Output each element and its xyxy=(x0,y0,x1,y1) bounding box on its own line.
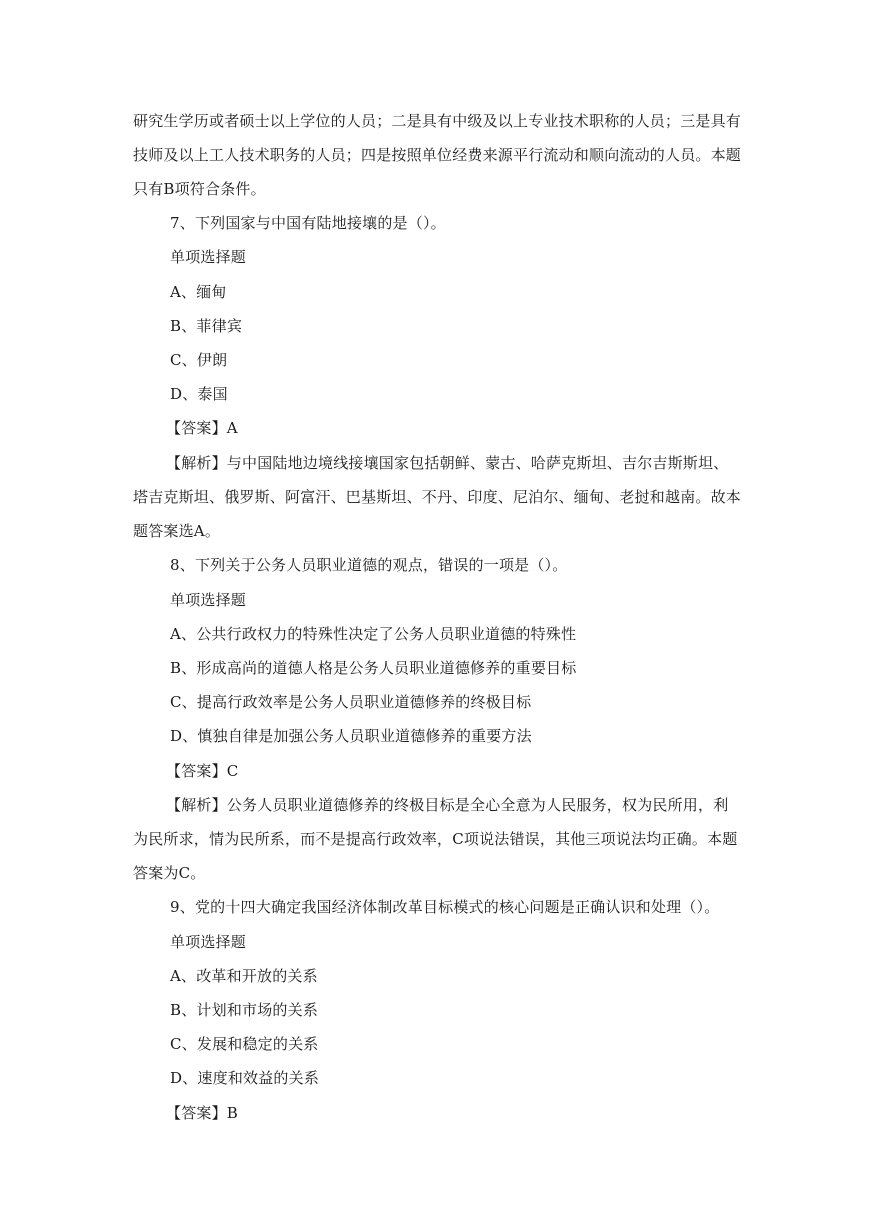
question-stem: 7、下列国家与中国有陆地接壤的是（）。 xyxy=(170,214,446,232)
question-stem: 8、下列关于公务人员职业道德的观点，错误的一项是（）。 xyxy=(170,556,568,574)
answer: 【答案】B xyxy=(166,1104,239,1122)
question-type: 单项选择题 xyxy=(170,248,247,266)
question-stem: 9、党的十四大确定我国经济体制改革目标模式的核心问题是正确认识和处理（）。 xyxy=(170,898,720,916)
option-b: B、菲律宾 xyxy=(170,317,243,335)
answer: 【答案】C xyxy=(166,762,239,780)
question-type: 单项选择题 xyxy=(170,933,247,951)
option-a: A、改革和开放的关系 xyxy=(170,967,318,985)
option-d: D、泰国 xyxy=(170,385,228,403)
option-c: C、发展和稳定的关系 xyxy=(170,1035,319,1053)
explanation-line: 题答案选A。 xyxy=(133,522,221,540)
explanation-line: 【解析】与中国陆地边境线接壤国家包括朝鲜、蒙古、哈萨克斯坦、吉尔吉斯斯坦、 xyxy=(166,454,729,472)
option-a: A、缅甸 xyxy=(170,283,227,301)
question-type: 单项选择题 xyxy=(170,591,247,609)
option-b: B、形成高尚的道德人格是公务人员职业道德修养的重要目标 xyxy=(170,659,577,677)
option-d: D、速度和效益的关系 xyxy=(170,1069,320,1087)
option-b: B、计划和市场的关系 xyxy=(170,1001,319,1019)
option-a: A、公共行政权力的特殊性决定了公务人员职业道德的特殊性 xyxy=(170,625,577,643)
explanation-line: 【解析】公务人员职业道德修养的终极目标是全心全意为人民服务，权为民所用，利 xyxy=(166,796,729,814)
answer: 【答案】A xyxy=(166,419,238,437)
option-c: C、伊朗 xyxy=(170,351,228,369)
explanation-line: 答案为C。 xyxy=(133,864,206,882)
option-d: D、慎独自律是加强公务人员职业道德修养的重要方法 xyxy=(170,727,532,745)
explanation-line: 技师及以上工人技术职务的人员；四是按照单位经费来源平行流动和顺向流动的人员。本题 xyxy=(133,146,742,164)
explanation-line: 塔吉克斯坦、俄罗斯、阿富汗、巴基斯坦、不丹、印度、尼泊尔、缅甸、老挝和越南。故本 xyxy=(133,488,742,506)
explanation-line: 研究生学历或者硕士以上学位的人员；二是具有中级及以上专业技术职称的人员；三是具有 xyxy=(133,112,742,130)
explanation-line: 只有B项符合条件。 xyxy=(133,180,266,198)
explanation-line: 为民所求，情为民所系，而不是提高行政效率，C项说法错误，其他三项说法均正确。本题 xyxy=(133,830,738,848)
option-c: C、提高行政效率是公务人员职业道德修养的终极目标 xyxy=(170,693,532,711)
